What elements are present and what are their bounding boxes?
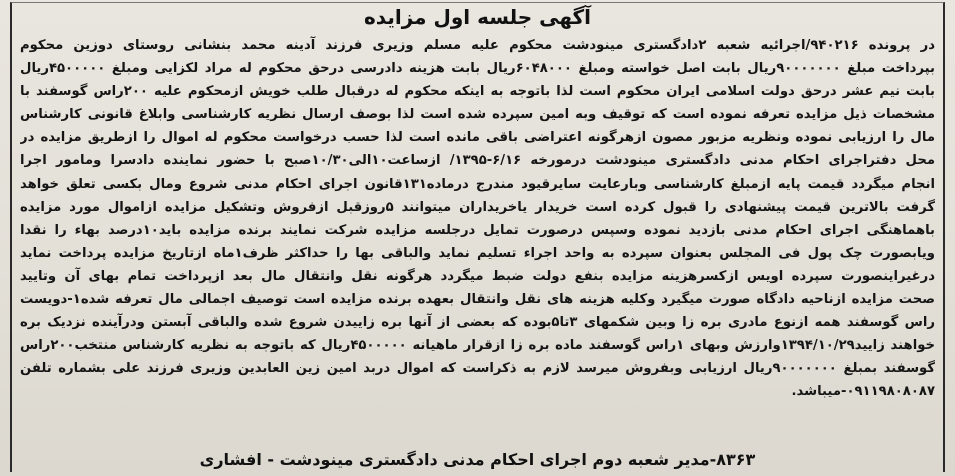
notice-line: ۰۹۱۱۹۸۰۸۰۸۷-میباشد. (791, 384, 935, 400)
notice-signature: ۸۳۶۳-مدیر شعبه دوم اجرای احکام مدنی دادگستری مینودشت - افشاری (199, 450, 756, 469)
notice-title: آگهی جلسه اول مزایده (363, 5, 592, 29)
notice-line: در پرونده ۹۴۰۲۱۶/اجرائیه شعبه ۲دادگستری مینودشت محکوم علیه مسلم وزیری فرزند آدینه محمد بنشانی روستای دوزین محکوم (20, 38, 935, 53)
notice-line: انجام میگردد قیمت پایه ازمبلغ کارشناسی وبارعایت سایرقیود مندرج درماده۱۳۱قانون اجرای احکام مدنی شروع ومال بکسی تعلق خواهد (20, 176, 935, 192)
notice-line: مشخصات ذیل مزایده تعرفه نموده است که توقیف وبه امین سپرده شده است لذا بوصف ارسال نظریه کارشناسی وابلاغ قانونی کارشناس (20, 107, 935, 123)
notice-line: باهماهنگی اجرای احکام مدنی بازدید نموده وسپس درصورت تمایل درجلسه مزایده شرکت نمایند برنده مزایده باید۱۰درصد بهاء را نقدا (20, 222, 935, 238)
notice-line: بابت نیم عشر درحق دولت اسلامی ایران محکوم است لذا باتوجه به اینکه محکوم له درقبال طلب خویش ازمحکوم علیه ۲۰۰راس گوسفند با (20, 84, 935, 100)
notice-line: گوسفند بمبلغ ۹۰۰۰۰۰۰۰ریال ارزیابی وبفروش میرسد لازم به ذکراست که اموال دربد امین زین العابدین وزیری فرزند علی بشماره تلفن (20, 361, 935, 377)
notice-line: محل دفتراجرای احکام مدنی دادگستری مینودشت درمورخه ۶/۱۶-۱۳۹۵/ ازساعت۱۰الی۱۰/۳۰صبح با حضور نماینده دادسرا ومامور اجرا (20, 153, 935, 169)
notice-line: بپرداخت مبلغ ۹۰۰۰۰۰۰۰ریال بابت اصل خواسته ومبلغ ۶۰۴۸۰۰۰ریال بابت هزینه دادرسی درحق محکوم له مراد لکزایی ومبلغ ۴۵۰۰۰۰۰ریال (20, 61, 935, 77)
notice-body (20, 34, 935, 434)
notice-line: خواهند زایید۱۳۹۴/۱۰/۲۹وارزش وبهای ۱راس گوسفند ماده بره زا ازقرار ماهیانه ۴۵۰۰۰۰۰ریال که باتوجه به نظریه کارشناس منتخب۲۰۰راس (20, 338, 935, 354)
notice-line: ویابصورت چک پول فی المجلس بعنوان سپرده به واحد اجراء تسلیم نماید والباقی بها را حداکثر ظرف۱ماه ازتاریخ مزایده پرداخت نماید (20, 245, 935, 261)
notice-line: گرفت بالاترین قیمت پیشنهادی را قبول کرده است خریدار یاخریداران میتوانند ۵روزقبل ازفروش وتشکیل مزایده ازاموال مورد مزایده (20, 199, 935, 215)
notice-line: راس گوسفند همه ازنوع مادری بره زا وبین شکمهای ۳تا۵بوده که بعضی از آنها بره زاییدن شروع شده والباقی آبستن ودرآینده نزدیک بره (20, 315, 935, 331)
notice-line: مال را ارزیابی نموده ونظریه مزبور مصون ازهرگونه اعتراضی باقی مانده است لذا حسب درخواست محکوم له اموال را ازطریق مزایده در (20, 130, 935, 146)
notice-line: صحت مزایده ازناحیه دادگاه صورت میگیرد وکلیه هزینه های نقل وانتقال بعهده برنده مزایده است توصیف اجمالی مال تعرفه شده۱-دویست (20, 292, 935, 308)
notice-line: درغیراینصورت سپرده اویس ازکسرهزینه مزایده بنفع دولت ضبط میگردد هرگونه نقل وانتقال مال بعد ازپرداخت تمام بهای آن وتایید (20, 268, 935, 284)
